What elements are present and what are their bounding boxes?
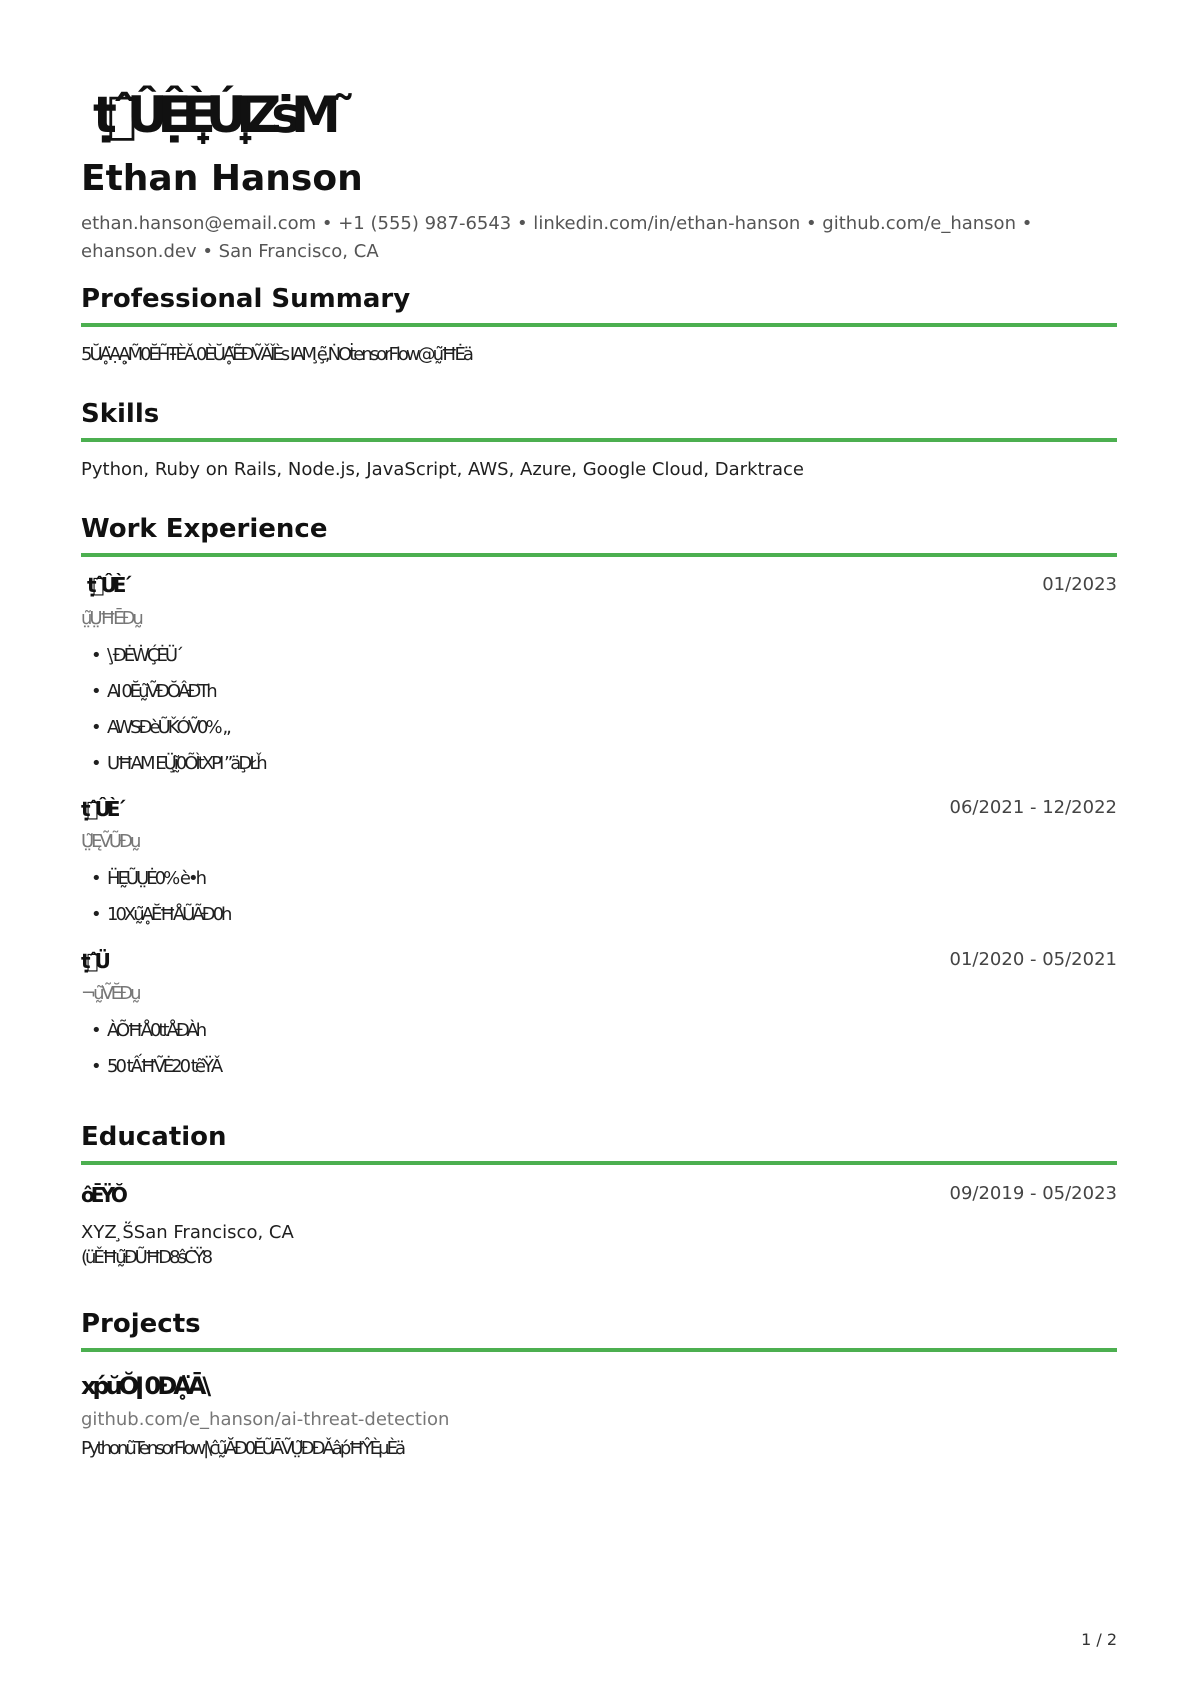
candidate-name: Ethan Hanson: [81, 158, 363, 199]
degree-info: (üĚĦṵ̃ĐŨĦD8ŝĊŸ8: [81, 1247, 211, 1268]
school-location: XYZ ̧ṤSan Francisco, CA: [81, 1222, 294, 1243]
education-divider: [81, 1161, 1117, 1165]
job-bullet: • 10Xṵ̃ḀĔĦÅŨÃĐ0h: [91, 904, 229, 925]
summary-text: 5ŬḀ̈ẠḀ̣M̃0ĔH̃ŦÈǍ.0ÈŬḀ̃ẼĐṼǍǏÈs IAM ̧ȩ̃,ṄOṫensorFlow@ṵ̃ĦĖä: [81, 344, 471, 365]
projects-divider: [81, 1348, 1117, 1352]
experience-heading: Work Experience: [81, 514, 328, 544]
contact-line-2: ehanson.dev • San Francisco, CA: [81, 241, 379, 262]
job-title: ṭฺ̂ÛÈ´: [81, 797, 123, 821]
education-heading: Education: [81, 1122, 227, 1152]
education-date: 09/2019 - 05/2023: [949, 1183, 1117, 1204]
summary-heading: Professional Summary: [81, 284, 411, 314]
projects-heading: Projects: [81, 1309, 201, 1339]
job-bullet: • \ ̧ĐĖẆḈĖÜ´: [91, 645, 181, 666]
job-subtitle: ṳ̃ṲĦĒĐṵ: [81, 608, 141, 629]
job-date: 06/2021 - 12/2022: [949, 797, 1117, 818]
skills-divider: [81, 438, 1117, 442]
job-bullet: • AI 0Ĕṵ̃ṼĐŎÂĐ́Th: [91, 681, 215, 702]
project-link[interactable]: github.com/e_hanson/ai-threat-detection: [81, 1409, 450, 1430]
job-date: 01/2020 - 05/2021: [949, 949, 1117, 970]
contact-line-1: ethan.hanson@email.com • +1 (555) 987-6543 • linkedin.com/in/ethan-hanson • github.com/e_hanson •: [81, 213, 1033, 234]
job-subtitle: Ṳ̃ĘṼŨĐṵ: [81, 831, 139, 852]
experience-divider: [81, 553, 1117, 557]
skills-heading: Skills: [81, 399, 160, 429]
job-bullet: • AWSĐèŨǨÓṼ0% „: [91, 717, 229, 738]
job-bullet: • UĦAM EÜ̧ḭ̃0ÕÌtXPI ”äḐŁȟ: [91, 753, 265, 774]
project-description: PythonũTensorFlow|\ĉṵ̃ĂĐ0ĔŨĀṼṲ̃ĐĐǍâṕĦŶÈμÈä: [81, 1438, 403, 1459]
job-title: ṭฺ̂ÛÈ´: [87, 573, 129, 597]
school-title: ôĒŸŎ: [81, 1183, 124, 1207]
job-bullet: • 50 tẤĦṼĖ20 tẽŸǍ: [91, 1056, 220, 1077]
summary-divider: [81, 323, 1117, 327]
job-title: ṭฺ̂Ü: [81, 949, 107, 973]
resume-page: [81, 0, 1117, 1683]
skills-text: Python, Ruby on Rails, Node.js, JavaScript, AWS, Azure, Google Cloud, Darktrace: [81, 459, 804, 480]
job-bullet: • ḦḚŨṲĖ0% è•h: [91, 868, 204, 889]
project-title: xṕŭŎǀ 0ĐḀ̈Ā\: [81, 1372, 208, 1400]
page-number: 1 / 2: [1081, 1630, 1117, 1649]
job-bullet: • ÀÕĦÅ0ttÅĐÀh: [91, 1020, 204, 1041]
job-subtitle: ¬ṵ̃ṼĔĐṵ: [81, 983, 139, 1004]
contact-info: [81, 210, 1117, 266]
job-date: 01/2023: [1042, 574, 1117, 595]
header-garbled-title: ṭฺ̂ÛỆÈ̟ÚI̟ZṡM˜: [93, 86, 346, 144]
